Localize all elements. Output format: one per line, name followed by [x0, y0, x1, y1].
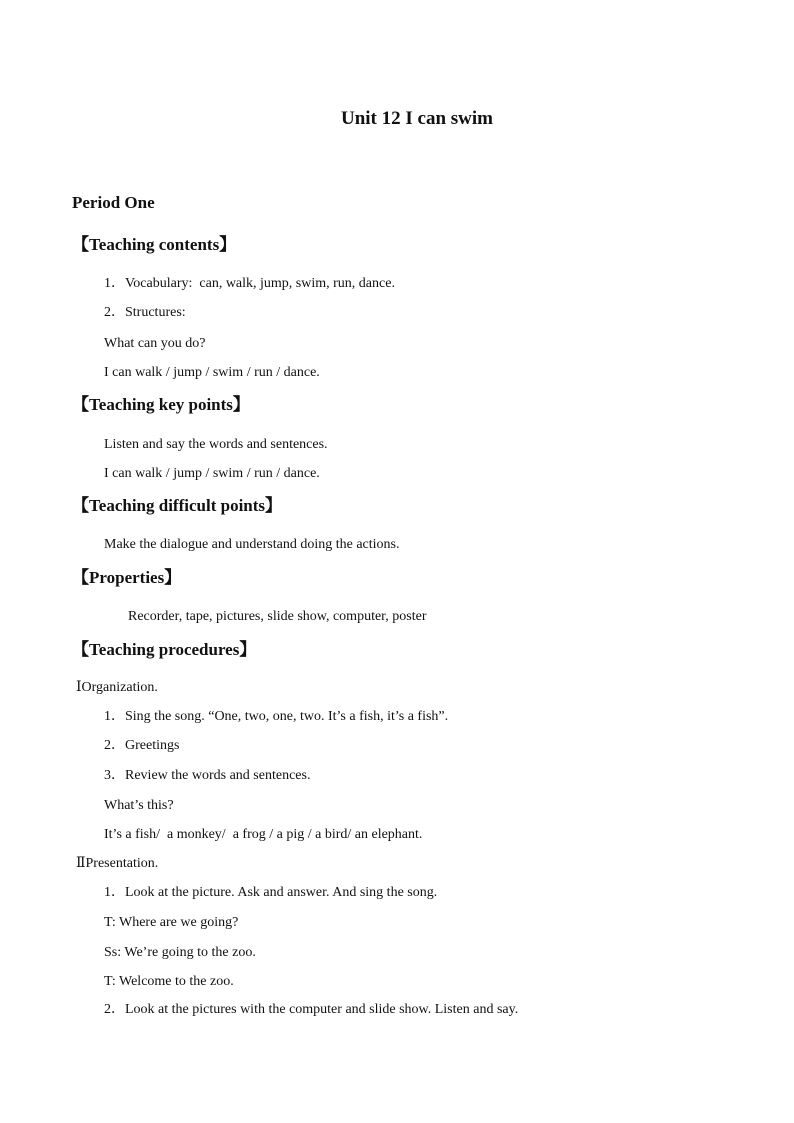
section-heading-properties: 【Properties】 [72, 568, 182, 587]
key-points-line: Listen and say the words and sentences. [104, 437, 328, 452]
procedures-line: Ss: We’re going to the zoo. [104, 945, 256, 960]
document-title: Unit 12 I can swim [340, 108, 493, 129]
procedures-line: 3．Review the words and sentences. [104, 768, 311, 783]
contents-line-vocabulary: 1．Vocabulary: can, walk, jump, swim, run, dance. [104, 276, 395, 291]
procedures-line: It’s a fish/ a monkey/ a frog / a pig / a bird/ an elephant. [104, 827, 423, 842]
contents-line-answer: I can walk / jump / swim / run / dance. [104, 365, 320, 380]
procedures-step-organization: ⅠOrganization. [76, 680, 158, 695]
section-heading-key-points: 【Teaching key points】 [72, 395, 250, 414]
properties-line: Recorder, tape, pictures, slide show, computer, poster [128, 609, 427, 624]
procedures-line: 1．Look at the picture. Ask and answer. And sing the song. [104, 885, 438, 900]
procedures-line: 2．Greetings [104, 738, 180, 753]
key-points-line: I can walk / jump / swim / run / dance. [104, 466, 320, 481]
procedures-line: 1．Sing the song. “One, two, one, two. It’s a fish, it’s a fish”. [104, 709, 449, 724]
contents-line-question: What can you do? [104, 336, 206, 351]
section-heading-difficult-points: 【Teaching difficult points】 [72, 496, 283, 515]
procedures-step-presentation: ⅡPresentation. [76, 856, 159, 871]
procedures-line: T: Welcome to the zoo. [104, 974, 234, 989]
section-heading-procedures: 【Teaching procedures】 [72, 640, 257, 659]
period-heading: Period One [72, 193, 155, 212]
contents-line-structures: 2．Structures: [104, 305, 186, 320]
procedures-line: 2．Look at the pictures with the computer and slide show. Listen and say. [104, 1002, 519, 1017]
section-heading-teaching-contents: 【Teaching contents】 [72, 235, 237, 254]
difficult-points-line: Make the dialogue and understand doing the actions. [104, 537, 400, 552]
procedures-line: T: Where are we going? [104, 915, 239, 930]
procedures-line: What’s this? [104, 798, 174, 813]
